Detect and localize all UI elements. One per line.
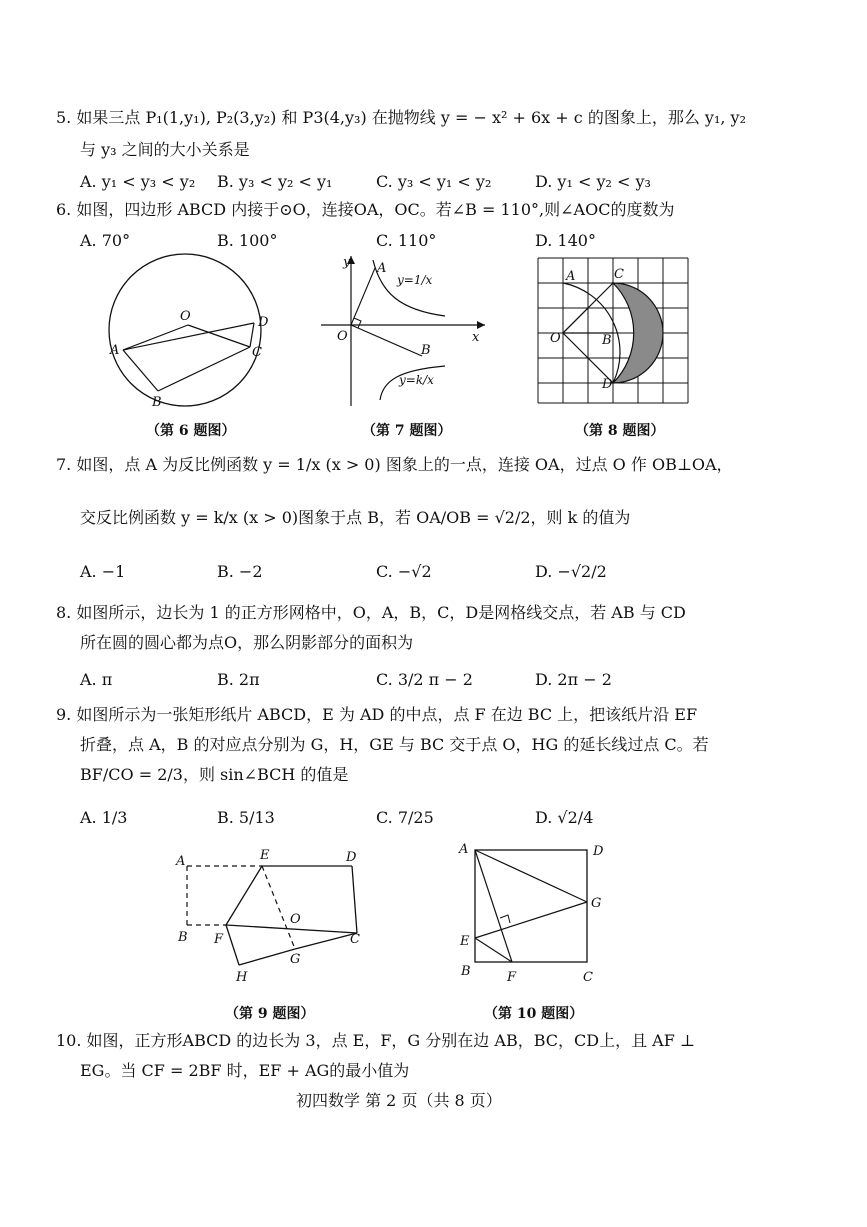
q8-line2: 所在圆的圆心都为点O，那么阴影部分的面积为	[80, 633, 414, 652]
fig7-label-y: y	[343, 255, 351, 270]
figure-8-caption: （第 8 题图）	[575, 423, 665, 439]
fig10-label-g: G	[591, 896, 602, 911]
figure-6-caption: （第 6 题图）	[146, 423, 236, 439]
q5-line2: 与 y₃ 之间的大小关系是	[80, 140, 250, 159]
fig9-label-d: D	[346, 850, 357, 865]
fig9-label-h: H	[236, 970, 248, 985]
figure-9-caption: （第 9 题图）	[225, 1006, 315, 1022]
q7-option-d: D. −√2/2	[535, 562, 607, 581]
fig8-label-o: O	[550, 331, 561, 346]
q5-option-a: A. y₁ < y₃ < y₂	[80, 172, 196, 191]
fig6-label-d: D	[258, 315, 269, 330]
q7-line2: 交反比例函数 y = k/x (x > 0)图象于点 B，若 OA/OB = √2/2，则 k 的值为	[80, 508, 631, 527]
fig9-label-f: F	[214, 932, 224, 947]
fig10-label-a: A	[459, 842, 469, 857]
fig8-label-a: A	[566, 269, 576, 284]
fig10-label-e: E	[460, 934, 470, 949]
q9-option-b: B. 5/13	[217, 808, 275, 827]
q5-line1: 5. 如果三点 P₁(1,y₁), P₂(3,y₂) 和 P3(4,y₃) 在抛物线 y = − x² + 6x + c 的图象上，那么 y₁, y₂	[56, 108, 746, 127]
fig7-label-o: O	[337, 329, 348, 344]
figure-8	[530, 250, 700, 410]
q8-option-a: A. π	[80, 670, 113, 689]
fig6-label-a: A	[110, 343, 120, 358]
q5-option-d: D. y₁ < y₂ < y₃	[535, 172, 651, 191]
page-footer: 初四数学 第 2 页（共 8 页）	[296, 1091, 502, 1110]
q7-option-c: C. −√2	[376, 562, 432, 581]
q8-line1: 8. 如图所示，边长为 1 的正方形网格中，O，A，B，C，D是网格线交点，若 AB 与 CD	[56, 603, 686, 622]
fig6-label-b: B	[152, 395, 162, 410]
q5-option-c: C. y₃ < y₁ < y₂	[376, 172, 492, 191]
q9-line3: BF/CO = 2/3，则 sin∠BCH 的值是	[80, 765, 349, 784]
fig10-label-b: B	[461, 964, 471, 979]
q10-line2: EG。当 CF = 2BF 时，EF + AG的最小值为	[80, 1061, 410, 1080]
q8-option-c: C. 3/2 π − 2	[376, 670, 473, 689]
fig9-label-e: E	[260, 848, 270, 863]
q6-option-c: C. 110°	[376, 231, 437, 250]
q9-line2: 折叠，点 A，B 的对应点分别为 G，H，GE 与 BC 交于点 O，HG 的延长线过点 C。若	[80, 735, 709, 754]
q6-line1: 6. 如图，四边形 ABCD 内接于⊙O，连接OA，OC。若∠B = 110°,则∠AOC的度数为	[56, 200, 675, 219]
q8-option-b: B. 2π	[217, 670, 260, 689]
figure-10	[455, 835, 615, 995]
fig9-label-a: A	[176, 854, 186, 869]
q7-option-a: A. −1	[80, 562, 126, 581]
q9-option-a: A. 1/3	[80, 808, 128, 827]
fig6-label-c: C	[252, 345, 262, 360]
fig9-label-o: O	[290, 912, 301, 927]
fig9-label-g: G	[290, 952, 301, 967]
fig7-label-x: x	[472, 330, 480, 345]
q6-option-d: D. 140°	[535, 231, 596, 250]
fig9-label-b: B	[178, 930, 188, 945]
q5-option-b: B. y₃ < y₂ < y₁	[217, 172, 333, 191]
fig10-label-d: D	[593, 844, 604, 859]
fig10-label-f: F	[507, 970, 517, 985]
fig7-label-a: A	[377, 261, 387, 276]
fig9-label-c: C	[350, 932, 360, 947]
figure-7-caption: （第 7 题图）	[362, 423, 452, 439]
fig8-label-b: B	[602, 333, 612, 348]
q10-line1: 10. 如图，正方形ABCD 的边长为 3，点 E，F，G 分别在边 AB，BC，CD上，且 AF ⊥	[56, 1031, 695, 1050]
q9-option-d: D. √2/4	[535, 808, 594, 827]
figure-6	[100, 250, 290, 410]
q6-option-a: A. 70°	[80, 231, 131, 250]
fig7-curve-b-label: y=k/x	[399, 373, 434, 387]
fig7-label-b: B	[421, 343, 431, 358]
q7-option-b: B. −2	[217, 562, 263, 581]
fig6-label-o: O	[180, 309, 191, 324]
q8-option-d: D. 2π − 2	[535, 670, 612, 689]
fig7-curve-a-label: y=1/x	[397, 273, 433, 287]
q9-line1: 9. 如图所示为一张矩形纸片 ABCD，E 为 AD 的中点，点 F 在边 BC 上，把该纸片沿 EF	[56, 705, 698, 724]
q6-option-b: B. 100°	[217, 231, 278, 250]
q9-option-c: C. 7/25	[376, 808, 434, 827]
q7-line1: 7. 如图，点 A 为反比例函数 y = 1/x (x > 0) 图象上的一点，连接 OA，过点 O 作 OB⊥OA，	[56, 455, 733, 474]
fig8-label-c: C	[614, 267, 624, 282]
fig10-label-c: C	[583, 970, 593, 985]
figure-9	[170, 845, 370, 995]
figure-10-caption: （第 10 题图）	[484, 1006, 584, 1022]
fig8-label-d: D	[602, 377, 613, 392]
figure-7	[315, 248, 495, 410]
